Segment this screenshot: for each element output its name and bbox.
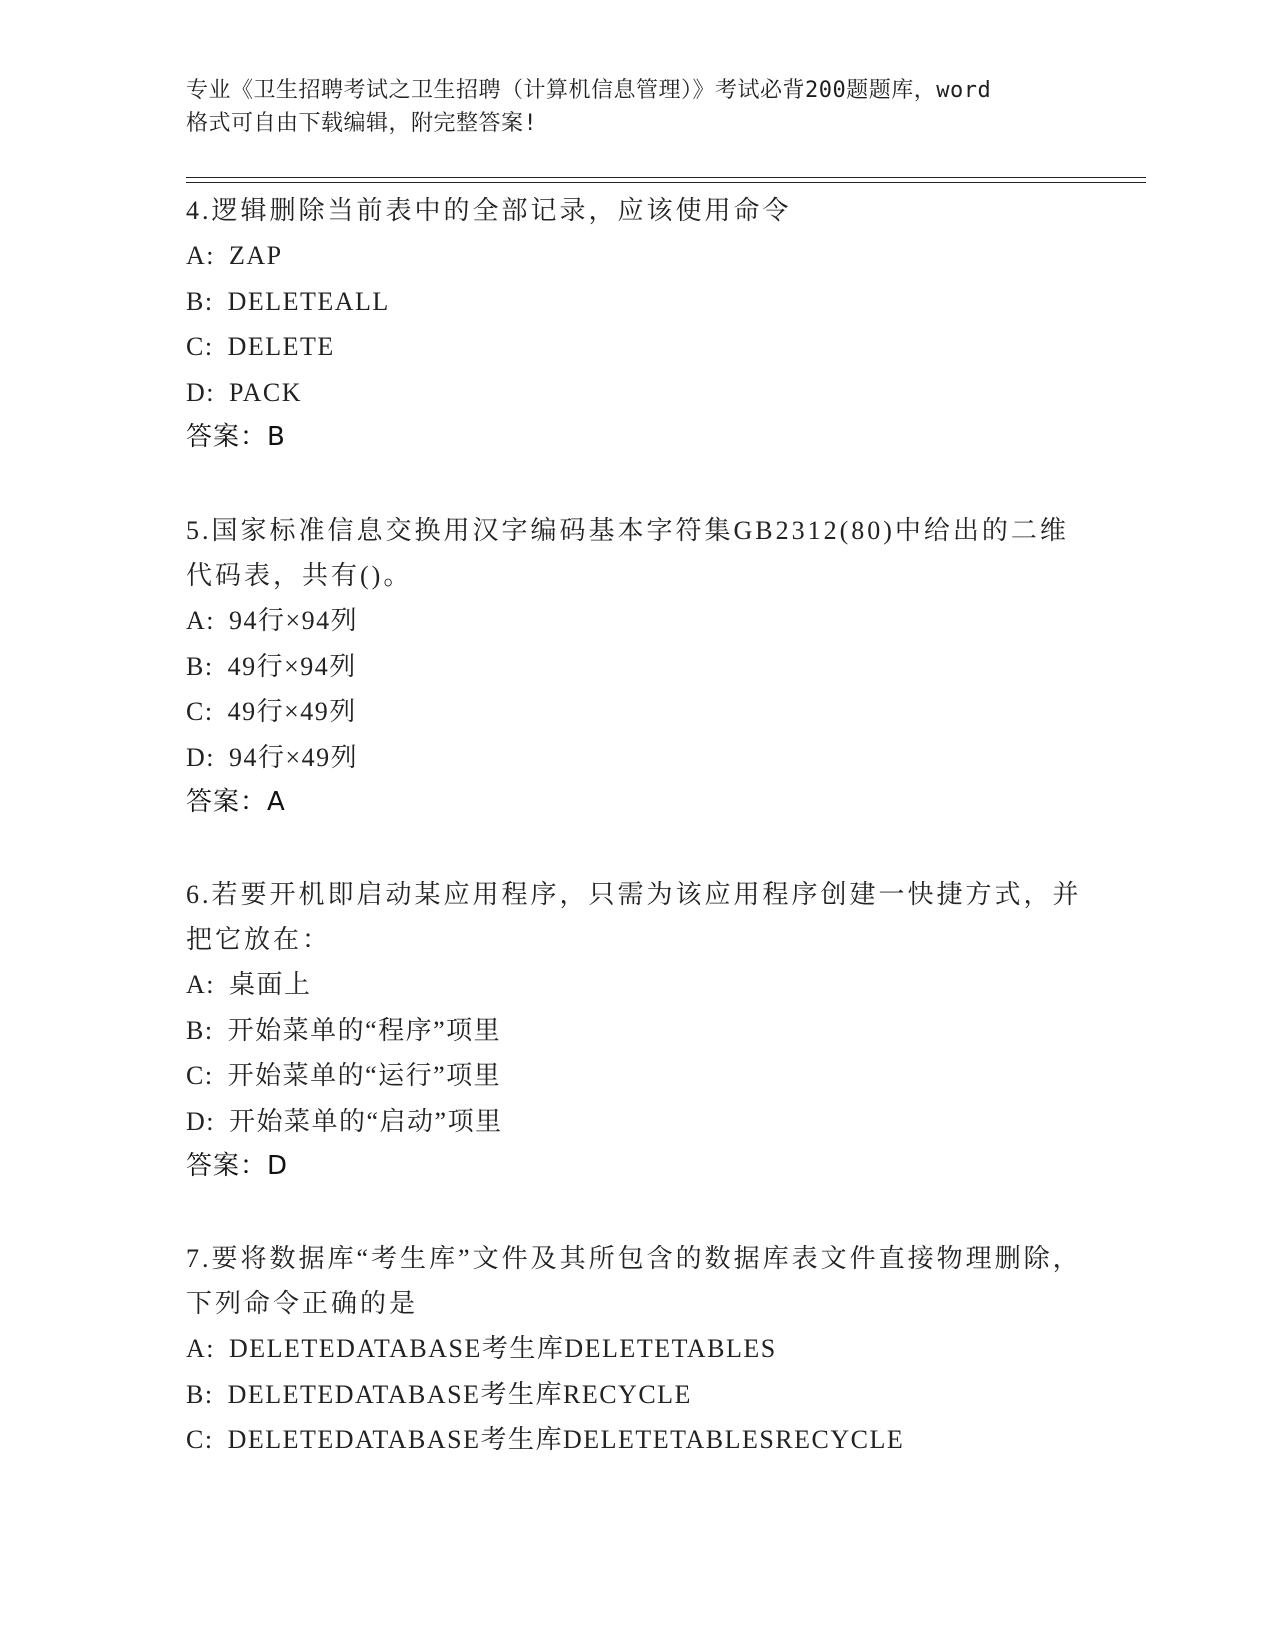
option-d — [186, 735, 1086, 781]
option-a — [186, 598, 1086, 644]
header-divider-bottom — [186, 182, 1146, 183]
option-text: DELETEDATABASE考生库RECYCLE — [227, 1379, 692, 1409]
option-key: D: — [186, 377, 215, 407]
option-b — [186, 279, 1086, 325]
option-b — [186, 1008, 1086, 1054]
option-text: 桌面上 — [229, 970, 312, 999]
header-line-2: 格式可自由下载编辑，附完整答案! — [186, 111, 538, 136]
option-text: DELETEDATABASE考生库DELETETABLES — [229, 1334, 777, 1363]
option-key: B: — [186, 286, 214, 316]
option-text: 开始菜单的“启动”项里 — [229, 1106, 503, 1136]
question-stem: 4.逻辑删除当前表中的全部记录，应该使用命令 — [186, 196, 792, 225]
option-key: B: — [186, 1379, 214, 1409]
option-a — [186, 962, 1086, 1008]
option-key: A: — [186, 1334, 215, 1363]
question-stem: 6.若要开机即启动某应用程序，只需为该应用程序创建一快捷方式，并把它放在： — [186, 880, 1082, 954]
option-key: C: — [186, 1425, 214, 1454]
option-key: D: — [186, 1106, 215, 1136]
question-stem: 7.要将数据库“考生库”文件及其所包含的数据库表文件直接物理删除，下列命令正确的是 — [186, 1244, 1082, 1318]
option-key: A: — [186, 241, 215, 270]
option-key: A: — [186, 970, 215, 999]
question-stem: 5.国家标准信息交换用汉字编码基本字符集GB2312(80)中给出的二维代码表，共有()。 — [186, 516, 1069, 590]
option-key: C: — [186, 697, 214, 726]
answer-line: 答案：D — [186, 1151, 289, 1181]
option-d — [186, 370, 1086, 416]
option-text: 94行×49列 — [229, 742, 359, 772]
answer-line: 答案：A — [186, 787, 286, 817]
option-text: 49行×94列 — [227, 651, 357, 681]
option-c — [186, 1417, 1086, 1463]
answer-line: 答案：B — [186, 422, 286, 452]
option-key: B: — [186, 1015, 214, 1045]
option-text: DELETEDATABASE考生库DELETETABLESRECYCLE — [227, 1425, 905, 1454]
option-text: 开始菜单的“运行”项里 — [227, 1061, 502, 1090]
option-key: C: — [186, 332, 214, 361]
option-key: B: — [186, 651, 214, 681]
option-text: DELETEALL — [227, 286, 390, 316]
question-4 — [186, 188, 1086, 461]
option-d — [186, 1099, 1086, 1145]
option-c — [186, 324, 1086, 370]
option-key: C: — [186, 1061, 214, 1090]
header-line-1: 专业《卫生招聘考试之卫生招聘（计算机信息管理）》考试必背200题题库，word — [186, 78, 992, 103]
question-5 — [186, 508, 1086, 826]
document-header — [186, 74, 1086, 140]
option-text: 49行×49列 — [227, 697, 357, 726]
option-text: PACK — [229, 377, 302, 407]
header-divider-top — [186, 177, 1146, 178]
option-key: D: — [186, 742, 215, 772]
option-text: 开始菜单的“程序”项里 — [227, 1015, 502, 1045]
option-a — [186, 1326, 1086, 1372]
option-b — [186, 1372, 1086, 1418]
option-key: A: — [186, 606, 215, 635]
option-text: 94行×94列 — [229, 606, 359, 635]
option-c — [186, 1053, 1086, 1099]
question-6 — [186, 872, 1086, 1190]
option-a — [186, 233, 1086, 279]
option-c — [186, 689, 1086, 735]
question-7 — [186, 1236, 1086, 1463]
option-text: DELETE — [227, 332, 335, 361]
option-text: ZAP — [229, 241, 283, 270]
option-b — [186, 644, 1086, 690]
